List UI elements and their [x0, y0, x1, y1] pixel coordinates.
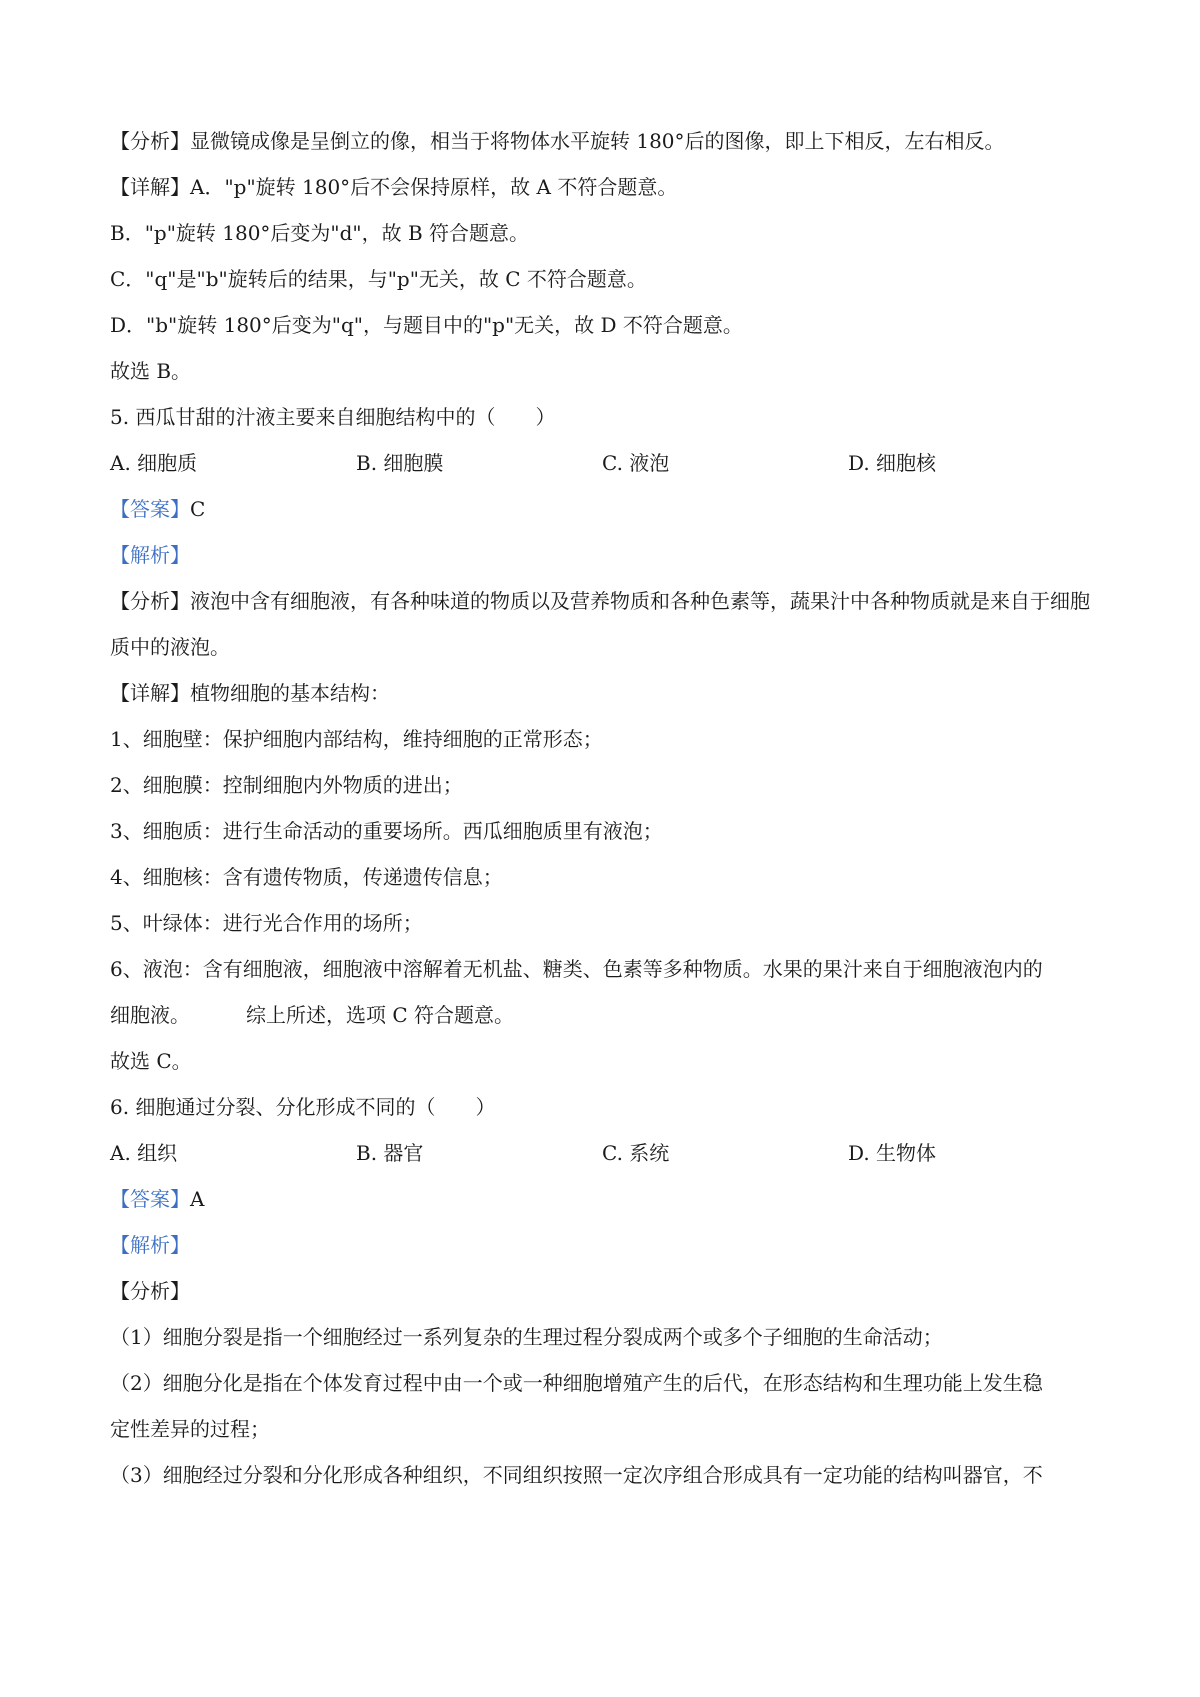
- q5-summary: 综上所述，选项 C 符合题意。: [246, 1003, 515, 1027]
- q4-detail-c: C．"q"是"b"旋转后的结果，与"p"无关，故 C 不符合题意。: [110, 267, 647, 291]
- q5-item-2: 2、细胞膜：控制细胞内外物质的进出；: [110, 773, 463, 797]
- q4-conclusion: 故选 B。: [110, 359, 192, 383]
- q6-answer-label: 【答案】: [110, 1187, 190, 1211]
- q5-explain-label: 【解析】: [110, 543, 190, 567]
- q6-answer: [110, 1176, 1100, 1222]
- q5-option-d: D. 细胞核: [848, 451, 937, 475]
- q4-detail-b: B．"p"旋转 180°后变为"d"，故 B 符合题意。: [110, 221, 530, 245]
- q5-options: [110, 440, 1100, 486]
- q5-item-5: 5、叶绿体：进行光合作用的场所；: [110, 911, 423, 935]
- q5-item-1: 1、细胞壁：保护细胞内部结构，维持细胞的正常形态；: [110, 727, 603, 751]
- q5-item-6: 6、液泡：含有细胞液，细胞液中溶解着无机盐、糖类、色素等多种物质。水果的果汁来自于细胞液泡内的: [110, 957, 1043, 981]
- q5-answer-label: 【答案】: [110, 497, 190, 521]
- q4-detail-d: D．"b"旋转 180°后变为"q"，与题目中的"p"无关，故 D 不符合题意。: [110, 313, 743, 337]
- q5-option-a: A. 细胞质: [110, 451, 198, 475]
- q5-item-4: 4、细胞核：含有遗传物质，传递遗传信息；: [110, 865, 503, 889]
- q5-detail-intro: 【详解】植物细胞的基本结构：: [110, 681, 390, 705]
- q6-answer-value: A: [190, 1187, 205, 1211]
- q6-point-2a: （2）细胞分化是指在个体发育过程中由一个或一种细胞增殖产生的后代，在形态结构和生理功能上发生稳: [110, 1371, 1043, 1395]
- q5-analysis: 【分析】液泡中含有细胞液，有各种味道的物质以及营养物质和各种色素等，蔬果汁中各种物质就是来自于细胞质中的液泡。: [110, 589, 1090, 659]
- q6-point-3: （3）细胞经过分裂和分化形成各种组织，不同组织按照一定次序组合形成具有一定功能的结构叫器官，不: [110, 1463, 1043, 1487]
- q6-options: [110, 1130, 1100, 1176]
- q5-conclusion: 故选 C。: [110, 1049, 192, 1073]
- q5-item-6-cont: [110, 992, 1100, 1038]
- q6-question: 6. 细胞通过分裂、分化形成不同的（ ）: [110, 1095, 496, 1119]
- q6-point-1: （1）细胞分裂是指一个细胞经过一系列复杂的生理过程分裂成两个或多个子细胞的生命活动；: [110, 1325, 943, 1349]
- q5-item-3: 3、细胞质：进行生命活动的重要场所。西瓜细胞质里有液泡；: [110, 819, 663, 843]
- q5-answer: [110, 486, 1100, 532]
- q6-analysis-label: 【分析】: [110, 1279, 190, 1303]
- q4-detail-a: 【详解】A．"p"旋转 180°后不会保持原样，故 A 不符合题意。: [110, 175, 678, 199]
- q5-option-c: C. 液泡: [602, 451, 670, 475]
- q4-analysis: 【分析】显微镜成像是呈倒立的像，相当于将物体水平旋转 180°后的图像，即上下相反，左右相反。: [110, 129, 1005, 153]
- q6-option-d: D. 生物体: [848, 1141, 937, 1165]
- q5-answer-value: C: [190, 497, 206, 521]
- q6-option-c: C. 系统: [602, 1141, 670, 1165]
- q6-option-a: A. 组织: [110, 1141, 178, 1165]
- q6-point-2b: 定性差异的过程；: [110, 1417, 270, 1441]
- q6-explain-label: 【解析】: [110, 1233, 190, 1257]
- q6-option-b: B. 器官: [356, 1141, 424, 1165]
- q5-option-b: B. 细胞膜: [356, 451, 444, 475]
- q5-question: 5. 西瓜甘甜的汁液主要来自细胞结构中的（ ）: [110, 405, 556, 429]
- q5-item-6-cont-text: 细胞液。: [110, 1003, 190, 1027]
